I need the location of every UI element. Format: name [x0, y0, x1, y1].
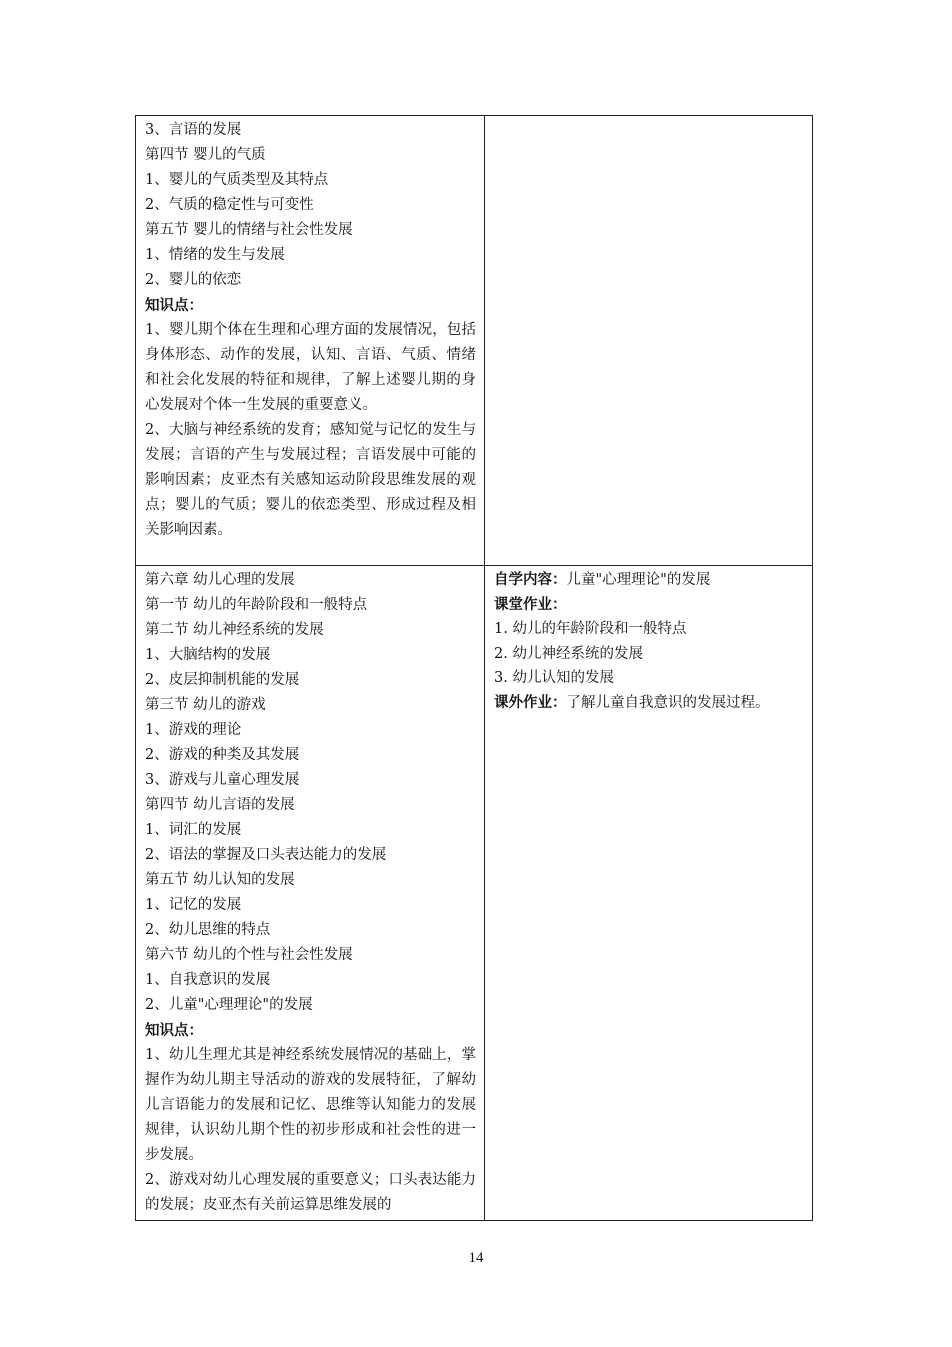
outline-line: 第四节 幼儿言语的发展 — [145, 797, 295, 813]
outline-line: 2、语法的掌握及口头表达能力的发展 — [145, 847, 387, 863]
homework-text: 了解儿童自我意识的发展过程。 — [566, 694, 770, 711]
outline-line: 1、词汇的发展 — [145, 822, 242, 838]
knowledge-paragraph: 2、大脑与神经系统的发育；感知觉与记忆的发生与发展；言语的产生与发展过程；言语发展中可能的影响因素；皮亚杰有关感知运动阶段思维发展的观点；婴儿的气质；婴儿的依恋类型、形成过程及相关影响因素。 — [145, 422, 476, 538]
self-study-text: 儿童"心理理论"的发展 — [566, 572, 711, 588]
outline-line: 第三节 幼儿的游戏 — [145, 697, 266, 713]
classwork-label: 课堂作业： — [494, 595, 567, 613]
knowledge-paragraph: 1、婴儿期个体在生理和心理方面的发展情况，包括身体形态、动作的发展，认知、言语、气质、情绪和社会化发展的特征和规律，了解上述婴儿期的身心发展对个体一生发展的重要意义。 — [145, 322, 476, 413]
outline-line: 第五节 幼儿认知的发展 — [145, 872, 295, 888]
homework-line — [494, 691, 804, 716]
outline-line: 1、大脑结构的发展 — [145, 647, 271, 663]
outline-line: 第一节 幼儿的年龄阶段和一般特点 — [145, 597, 368, 613]
syllabus-table — [135, 115, 813, 1221]
self-study-label: 自学内容： — [494, 571, 567, 588]
classwork-item: 3. 幼儿认知的发展 — [494, 670, 614, 686]
outline-line: 第六节 幼儿的个性与社会性发展 — [145, 947, 353, 963]
outline-line: 3、游戏与儿童心理发展 — [145, 772, 300, 788]
outline-line: 3、言语的发展 — [145, 122, 242, 138]
table-row — [136, 566, 813, 1221]
outline-line: 2、气质的稳定性与可变性 — [145, 197, 314, 213]
outline-line: 2、婴儿的依恋 — [145, 272, 242, 288]
homework-label: 课外作业： — [494, 693, 567, 711]
table-row — [136, 116, 813, 566]
classwork-item: 2. 幼儿神经系统的发展 — [494, 645, 643, 662]
page-number: 14 — [468, 1250, 484, 1266]
chapter-title: 第六章 幼儿心理的发展 — [145, 572, 295, 588]
assignment-cell — [485, 116, 813, 566]
content-cell — [136, 116, 485, 566]
outline-line: 1、游戏的理论 — [145, 722, 242, 738]
outline-line: 2、幼儿思维的特点 — [145, 922, 271, 938]
knowledge-points-heading: 知识点： — [145, 297, 203, 314]
outline-line: 第二节 幼儿神经系统的发展 — [145, 622, 324, 638]
outline-line: 第四节 婴儿的气质 — [145, 147, 266, 163]
self-study-line — [494, 568, 804, 593]
outline-line: 1、自我意识的发展 — [145, 972, 271, 988]
outline-line: 2、皮层抑制机能的发展 — [145, 672, 300, 688]
knowledge-paragraph: 1、幼儿生理尤其是神经系统发展情况的基础上，掌握作为幼儿期主导活动的游戏的发展特征，了解幼儿言语能力的发展和记忆、思维等认知能力的发展规律，认识幼儿期个性的初步形成和社会性的进一步发展。 — [145, 1047, 476, 1163]
outline-line: 1、情绪的发生与发展 — [145, 247, 285, 263]
classwork-item: 1. 幼儿的年龄阶段和一般特点 — [494, 621, 687, 637]
outline-line: 第五节 婴儿的情绪与社会性发展 — [145, 222, 353, 238]
assignment-cell — [485, 566, 813, 1221]
outline-line: 2、儿童"心理理论"的发展 — [145, 997, 313, 1013]
knowledge-paragraph: 2、游戏对幼儿心理发展的重要意义；口头表达能力的发展；皮亚杰有关前运算思维发展的 — [145, 1172, 476, 1213]
outline-line: 1、记忆的发展 — [145, 897, 242, 913]
outline-line: 2、游戏的种类及其发展 — [145, 747, 300, 763]
content-cell — [136, 566, 485, 1221]
outline-line: 1、婴儿的气质类型及其特点 — [145, 172, 329, 188]
knowledge-points-heading: 知识点： — [145, 1022, 203, 1039]
